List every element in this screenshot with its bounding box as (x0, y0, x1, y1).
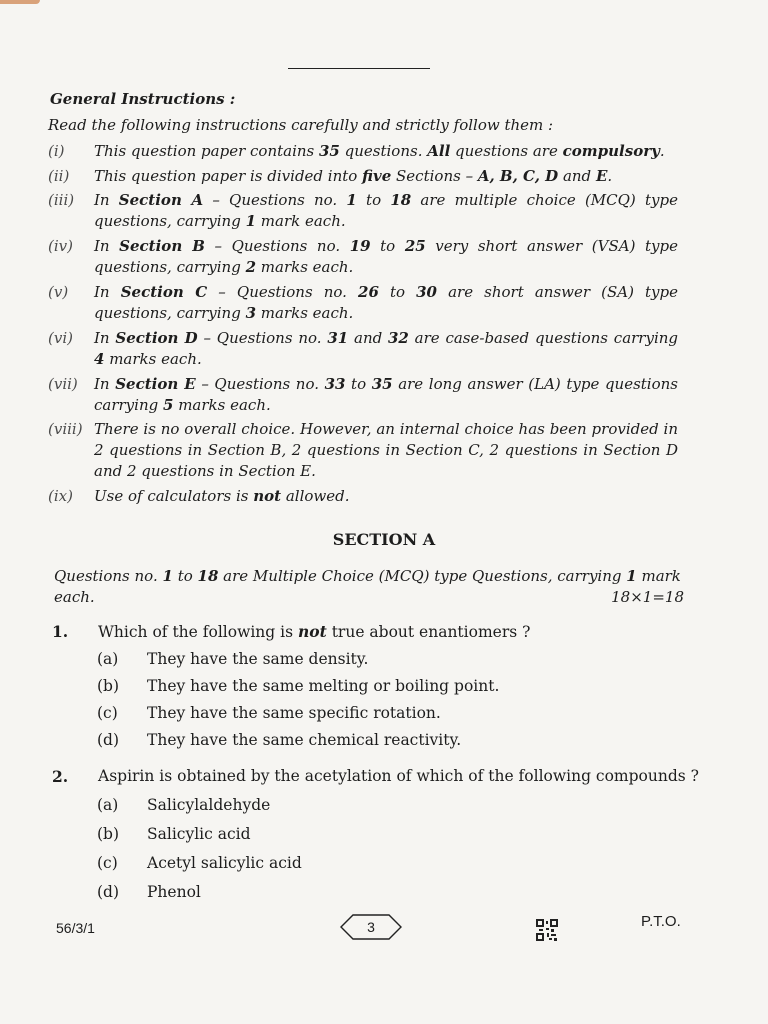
question-option (97, 650, 368, 668)
section-title: SECTION A (332, 530, 436, 549)
question-option (97, 704, 441, 722)
instruction-number: (ii) (48, 167, 70, 185)
instruction-item (48, 190, 678, 232)
question-text: Aspirin is obtained by the acetylation of which of the following compounds ? (98, 767, 699, 785)
section-marks: 18×1=18 (611, 588, 684, 606)
instruction-item (48, 141, 678, 162)
instruction-item (48, 236, 678, 278)
instruction-number: (viii) (48, 420, 83, 438)
option-text: They have the same density. (147, 650, 369, 668)
instruction-text: In Section A – Questions no. 1 to 18 are multiple choice (MCQ) type questions, carrying 1 mark each. (94, 191, 678, 230)
instruction-text: This question paper contains 35 questions. All questions are compulsory. (94, 142, 665, 160)
option-label: (d) (97, 883, 120, 901)
option-text: Acetyl salicylic acid (147, 854, 302, 872)
pto-label: P.T.O. (641, 913, 681, 930)
instruction-text: This question paper is divided into five Sections – A, B, C, D and E. (94, 167, 613, 185)
instruction-text: In Section C – Questions no. 26 to 30 are short answer (SA) type questions, carrying 3 marks each. (94, 283, 678, 322)
instruction-number: (vi) (48, 329, 73, 347)
option-label: (c) (97, 704, 118, 722)
instruction-text: There is no overall choice. However, an internal choice has been provided in 2 questions in Section B, 2 questions in Section C, 2 questions in Section D and 2 questions in Section E. (94, 420, 678, 480)
option-label: (a) (97, 796, 119, 814)
question-text: Which of the following is not true about enantiomers ? (98, 622, 531, 641)
instruction-text: In Section E – Questions no. 33 to 35 are long answer (LA) type questions carrying 5 marks each. (94, 375, 678, 414)
instruction-item (48, 328, 678, 370)
general-instructions-title: General Instructions : (50, 90, 236, 108)
option-text: Salicylaldehyde (147, 796, 271, 814)
option-label: (b) (97, 825, 120, 843)
option-text: Phenol (147, 883, 201, 901)
option-text: Salicylic acid (147, 825, 251, 843)
instruction-item (48, 419, 678, 482)
instruction-item (48, 374, 678, 416)
question-option (97, 825, 251, 843)
option-label: (c) (97, 854, 118, 872)
question (52, 622, 702, 641)
instruction-text: In Section D – Questions no. 31 and 32 are case-based questions carrying 4 marks each. (94, 329, 679, 368)
question-option (97, 854, 302, 872)
top-rule (288, 68, 430, 69)
instruction-item (48, 166, 678, 187)
page-number: 3 (367, 919, 375, 935)
instruction-item (48, 486, 678, 507)
paper-code: 56/3/1 (56, 920, 95, 936)
option-text: They have the same specific rotation. (147, 704, 441, 722)
question-option (97, 883, 201, 901)
option-label: (a) (97, 650, 119, 668)
instruction-number: (v) (48, 283, 69, 301)
instruction-text: Use of calculators is not allowed. (94, 487, 350, 505)
corner-mark (0, 0, 40, 4)
question (52, 767, 702, 785)
question-option (97, 731, 461, 749)
question-number: 1. (52, 622, 69, 641)
instruction-text: In Section B – Questions no. 19 to 25 very short answer (VSA) type questions, carrying 2 marks each. (94, 237, 678, 276)
instruction-number: (iv) (48, 237, 73, 255)
question-option (97, 796, 270, 814)
section-note (54, 566, 684, 608)
option-label: (d) (97, 731, 120, 749)
instruction-number: (ix) (48, 487, 73, 505)
instruction-number: (vii) (48, 375, 78, 393)
instruction-number: (iii) (48, 191, 75, 209)
general-instructions-intro: Read the following instructions carefully and strictly follow them : (48, 116, 554, 134)
question-number: 2. (52, 767, 69, 786)
option-label: (b) (97, 677, 120, 695)
qr-code-icon (536, 919, 558, 941)
instruction-number: (i) (48, 142, 65, 160)
option-text: They have the same melting or boiling point. (147, 677, 500, 695)
option-text: They have the same chemical reactivity. (147, 731, 462, 749)
question-option (97, 677, 499, 695)
instruction-item (48, 282, 678, 324)
section-note-text: Questions no. 1 to 18 are Multiple Choice (MCQ) type Questions, carrying 1 mark each. (54, 567, 681, 606)
